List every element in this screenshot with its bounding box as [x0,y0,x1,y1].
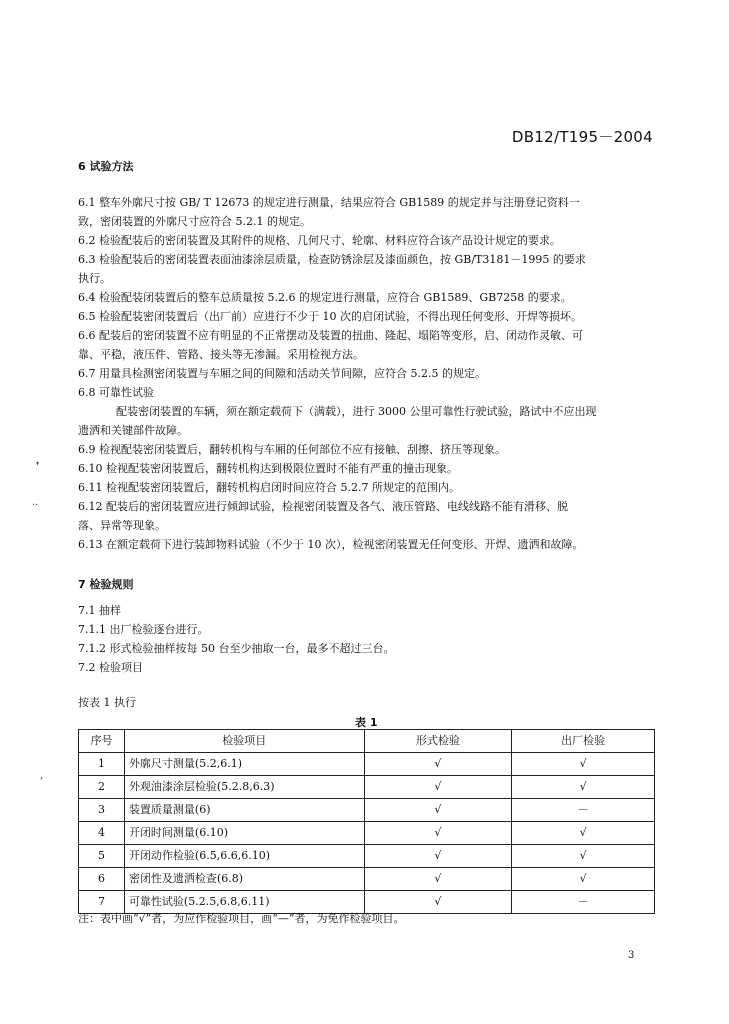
text-line: 6.7 用量具检测密闭装置与车厢之间的间隙和活动关节间隙，应符合 5.2.5 的规定。 [78,367,486,380]
section-7-title: 7 检验规则 [78,578,134,591]
table-cell: √ [364,822,512,845]
table-cell: 装置质量测量(6) [124,799,364,822]
table-row [79,845,655,868]
text-line: 7.1 抽样 [78,604,121,617]
table-cell: 外观油漆涂层检验(5.2.8,6.3) [124,776,364,799]
inspection-table [78,729,655,914]
text-line: 靠、平稳，液压件、管路、接头等无渗漏。采用检视方法。 [78,348,364,361]
table-cell: 2 [79,776,125,799]
table-cell: － [512,799,655,822]
table-row [79,753,655,776]
table-intro: 按表 1 执行 [78,696,136,709]
table-cell: 6 [79,868,125,891]
text-line: 7.1.1 出厂检验逐台进行。 [78,623,209,636]
table-cell: √ [364,891,512,914]
header-cell: 形式检验 [364,730,512,753]
text-line: 6.4 检验配装闭装置后的整车总质量按 5.2.6 的规定进行测量，应符合 GB1589、GB7258 的要求。 [78,291,572,304]
text-line: 6.13 在额定载荷下进行装卸物料试验（不少于 10 次），检视密闭装置无任何变形、开焊、遗洒和故障。 [78,538,584,551]
text-line: 6.3 检验配装后的密闭装置表面油漆涂层质量，检查防锈涂层及漆面颜色，按 GB/T3181－1995 的要求 [78,253,586,266]
table-cell: 5 [79,845,125,868]
text-line: 6.10 检视配装密闭装置后，翻转机构达到极限位置时不能有严重的撞击现象。 [78,462,458,475]
text-line: 落、异常等现象。 [78,519,166,532]
text-line: 致，密闭装置的外廓尺寸应符合 5.2.1 的规定。 [78,215,311,228]
table-cell: √ [512,845,655,868]
table-cell: √ [364,799,512,822]
table-cell: √ [512,753,655,776]
table-cell: √ [364,845,512,868]
text-line: 7.2 检验项目 [78,661,143,674]
table-row [79,868,655,891]
table-cell: 开闭时间测量(6.10) [124,822,364,845]
header-cell: 序号 [79,730,125,753]
scan-speck-mark: , [40,770,44,781]
text-line: 6.11 检视配装密闭装置后，翻转机构启闭时间应符合 5.2.7 所规定的范围内。 [78,481,460,494]
header-cell: 检验项目 [124,730,364,753]
table-cell: √ [364,776,512,799]
table-cell: √ [512,776,655,799]
text-line: 6.12 配装后的密闭装置应进行倾卸试验，检视密闭装置及各气、液压管路、电线线路不能有滑移、脱 [78,500,568,513]
table-cell: √ [512,822,655,845]
table-cell: √ [512,868,655,891]
table-cell: － [512,891,655,914]
document-code: DB12/T195－2004 [511,128,653,146]
text-line: 6.6 配装后的密闭装置不应有明显的不正常摆动及装置的扭曲、隆起、塌陷等变形，启、闭动作灵敏、可 [78,329,583,342]
table-cell: 1 [79,753,125,776]
text-line: 6.8 可靠性试验 [78,386,154,399]
text-line: 6.9 检视配装密闭装置后，翻转机构与车厢的任何部位不应有接触、刮擦、挤压等现象。 [78,443,506,456]
table-row [79,776,655,799]
text-line: 遗洒和关键部件故障。 [78,424,188,437]
table-note: 注：表中画“√”者，为应作检验项目，画“—”者，为免作检验项目。 [78,912,405,925]
table-cell: √ [364,753,512,776]
table-cell: 开闭动作检验(6.5,6.6,6.10) [124,845,364,868]
scan-speck-mark: ❜ [36,461,40,472]
table-cell: 外廓尺寸测量(5.2,6.1) [124,753,364,776]
table-header-row [79,730,655,753]
table-cell: 3 [79,799,125,822]
scan-speck-mark: ·· [32,500,39,511]
text-line: 6.2 检验配装后的密闭装置及其附件的规格、几何尺寸、轮廓、材料应符合该产品设计规定的要求。 [78,234,561,247]
table-cell: 4 [79,822,125,845]
table-cell: 7 [79,891,125,914]
header-cell: 出厂检验 [512,730,655,753]
table-cell: 密闭性及遗洒检查(6.8) [124,868,364,891]
page-number: 3 [628,950,635,961]
table-cell: 可靠性试验(5.2.5,6.8,6.11) [124,891,364,914]
text-line: 6.1 整车外廓尺寸按 GB/ T 12673 的规定进行测量，结果应符合 GB1589 的规定并与注册登记资料一 [78,196,580,209]
table-row [79,822,655,845]
table-title: 表 1 [355,716,378,729]
text-line: 7.1.2 形式检验抽样按每 50 台至少抽取一台，最多不超过三台。 [78,642,395,655]
text-line: 执行。 [78,272,111,285]
text-line: 6.5 检验配装密闭装置后（出厂前）应进行不少于 10 次的启闭试验，不得出现任何变形、开焊等损坏。 [78,310,582,323]
table-cell: √ [364,868,512,891]
section-6-title: 6 试验方法 [78,160,134,173]
table-row [79,799,655,822]
text-line: 配装密闭装置的车辆，须在额定载荷下（满载），进行 3000 公里可靠性行驶试验，路试中不应出现 [116,405,597,418]
